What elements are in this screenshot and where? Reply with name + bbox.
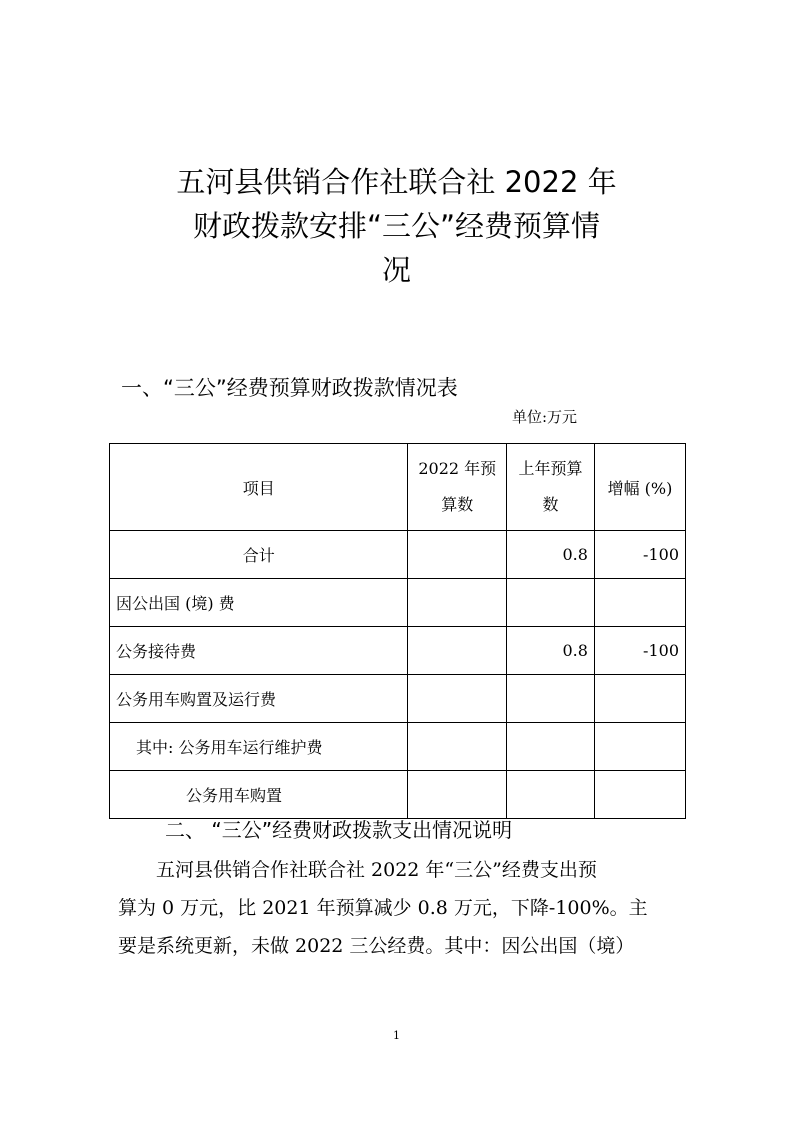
row-prev-year <box>507 675 595 723</box>
row-prev-year: 0.8 <box>507 627 595 675</box>
table-header-row <box>110 444 686 531</box>
explanation-paragraph <box>118 851 688 965</box>
paragraph-line-1: 五河县供销合作社联合社 2022 年“三公”经费支出预 <box>156 859 597 881</box>
header-prev-year-line2: 数 <box>542 495 559 514</box>
row-item: 公务用车购置及运行费 <box>110 675 408 723</box>
table-row <box>110 771 686 819</box>
row-increase: -100 <box>594 531 685 579</box>
row-budget-2022 <box>408 531 507 579</box>
row-item: 公务用车购置 <box>110 771 408 819</box>
table-row <box>110 627 686 675</box>
row-budget-2022 <box>408 627 507 675</box>
table-row <box>110 675 686 723</box>
row-budget-2022 <box>408 579 507 627</box>
row-increase <box>594 579 685 627</box>
row-prev-year <box>507 579 595 627</box>
row-budget-2022 <box>408 675 507 723</box>
row-item: 其中: 公务用车运行维护费 <box>110 723 408 771</box>
section-1-heading: 一、“三公”经费预算财政拨款情况表 <box>121 376 458 400</box>
table-row <box>110 579 686 627</box>
title-line-1: 五河县供销合作社联合社 2022 年 <box>176 165 617 199</box>
section-2-heading: 二、 “三公”经费财政拨款支出情况说明 <box>165 818 513 842</box>
title-line-2: 财政拨款安排“三公”经费预算情 <box>192 209 601 243</box>
row-item: 公务接待费 <box>110 627 408 675</box>
title-line-3: 况 <box>381 253 411 287</box>
budget-table <box>109 443 686 819</box>
header-budget-2022-line1: 2022 年预 <box>418 459 497 478</box>
page-number: 1 <box>393 1029 400 1042</box>
row-increase <box>594 723 685 771</box>
header-prev-year-line1: 上年预算 <box>518 459 583 478</box>
table-row <box>110 531 686 579</box>
table-row <box>110 723 686 771</box>
paragraph-line-3: 要是系统更新，未做 2022 三公经费。其中：因公出国（境） <box>118 935 635 957</box>
unit-label: 单位:万元 <box>512 408 578 426</box>
row-increase: -100 <box>594 627 685 675</box>
document-title <box>120 160 673 292</box>
row-prev-year <box>507 723 595 771</box>
row-budget-2022 <box>408 771 507 819</box>
header-budget-2022-line2: 算数 <box>441 495 474 514</box>
header-item: 项目 <box>110 444 408 531</box>
row-item: 合计 <box>110 531 408 579</box>
row-prev-year: 0.8 <box>507 531 595 579</box>
row-prev-year <box>507 771 595 819</box>
header-prev-year <box>507 444 595 531</box>
header-budget-2022 <box>408 444 507 531</box>
row-budget-2022 <box>408 723 507 771</box>
header-increase: 增幅 (%) <box>594 444 685 531</box>
row-increase <box>594 675 685 723</box>
row-item: 因公出国 (境) 费 <box>110 579 408 627</box>
row-increase <box>594 771 685 819</box>
paragraph-line-2: 算为 0 万元，比 2021 年预算减少 0.8 万元，下降-100%。主 <box>118 897 648 919</box>
